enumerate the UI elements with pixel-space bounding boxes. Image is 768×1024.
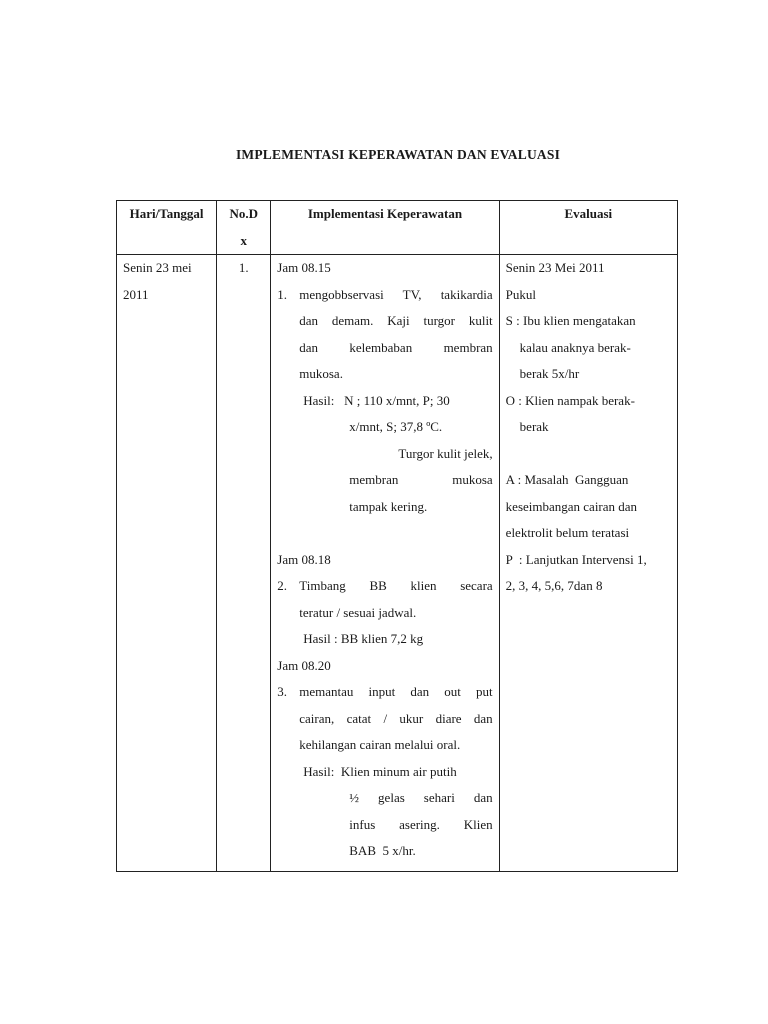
impl-jam1: Jam 08.15 — [277, 260, 331, 275]
impl-hasil-3-line3: infus asering. Klien — [349, 816, 493, 832]
impl-item-3-number: 3. — [277, 684, 288, 699]
header-no-dx-line1: No.D — [229, 206, 258, 221]
eval-s-line3: berak 5x/hr — [519, 366, 580, 381]
header-implementasi: Implementasi Keperawatan — [271, 201, 499, 255]
impl-item-1-line2: dan demam. Kaji turgor kulit — [299, 313, 493, 328]
eval-p-line2: 2, 3, 4, 5,6, 7dan 8 — [505, 578, 603, 593]
eval-s-line2: kalau anaknya berak- — [519, 339, 631, 355]
impl-item-1-line3: dan kelembaban membran — [299, 339, 493, 355]
cell-no-dx: 1. — [217, 255, 271, 872]
impl-hasil-1-line1: Hasil: N ; 110 x/mnt, P; 30 — [303, 392, 450, 408]
eval-s-line1: S : Ibu klien mengatakan — [505, 313, 636, 328]
impl-item-1-number: 1. — [277, 286, 288, 302]
eval-pukul: Pukul — [505, 286, 537, 302]
header-no-dx — [217, 201, 271, 255]
impl-item-2-line2: teratur / sesuai jadwal. — [299, 604, 417, 620]
impl-hasil-1-line3: Turgor kulit jelek, — [398, 445, 493, 461]
cell-implementasi — [271, 255, 499, 872]
impl-jam3: Jam 08.20 — [277, 657, 331, 673]
impl-item-2-number: 2. — [277, 578, 288, 593]
impl-item-2-line1: Timbang BB klien secara — [299, 578, 493, 593]
impl-item-2 — [277, 573, 492, 626]
eval-tanggal: Senin 23 Mei 2011 — [505, 260, 605, 275]
eval-o-line2: berak — [519, 419, 549, 434]
header-hari-tanggal: Hari/Tanggal — [117, 201, 217, 255]
impl-item-1-line1: mengobbservasi TV, takikardia — [299, 286, 493, 302]
header-evaluasi: Evaluasi — [499, 201, 677, 255]
hari-line1: Senin 23 mei — [123, 260, 192, 275]
impl-hasil-3-line4: BAB 5 x/hr. — [349, 843, 416, 858]
spacer — [506, 441, 671, 468]
impl-hasil-1-line2: x/mnt, S; 37,8 ºC. — [349, 419, 443, 434]
impl-jam2: Jam 08.18 — [277, 551, 331, 567]
header-no-dx-line2: x — [240, 232, 247, 248]
eval-a-line3: elektrolit belum teratasi — [505, 525, 630, 540]
impl-hasil-2: Hasil : BB klien 7,2 kg — [303, 631, 424, 646]
impl-hasil-1-line4: membran mukosa — [349, 472, 493, 487]
hari-line2: 2011 — [123, 286, 149, 302]
impl-item-3-line1: memantau input dan out put — [299, 684, 493, 699]
impl-item-1 — [277, 282, 492, 388]
eval-o-line1: O : Klien nampak berak- — [505, 392, 635, 408]
table-header-row — [117, 201, 678, 255]
eval-p-line1: P : Lanjutkan Intervensi 1, — [505, 551, 647, 567]
eval-a-line1: A : Masalah Gangguan — [505, 472, 629, 487]
impl-item-3-line3: kehilangan cairan melalui oral. — [299, 737, 461, 752]
impl-hasil-1-line5: tampak kering. — [349, 498, 428, 514]
impl-item-3 — [277, 679, 492, 759]
impl-hasil-3-line1: Hasil: Klien minum air putih — [303, 763, 457, 779]
implementation-table — [116, 200, 678, 872]
eval-a-line2: keseimbangan cairan dan — [505, 498, 638, 514]
impl-hasil-3-line2: ½ gelas sehari dan — [349, 790, 493, 805]
document-title: IMPLEMENTASI KEPERAWATAN DAN EVALUASI — [235, 147, 561, 162]
spacer — [277, 520, 492, 547]
impl-item-1-line4: mukosa. — [299, 366, 343, 381]
cell-evaluasi — [499, 255, 677, 872]
cell-hari-tanggal — [117, 255, 217, 872]
impl-item-3-line2: cairan, catat / ukur diare dan — [299, 710, 493, 726]
table-row — [117, 255, 678, 872]
